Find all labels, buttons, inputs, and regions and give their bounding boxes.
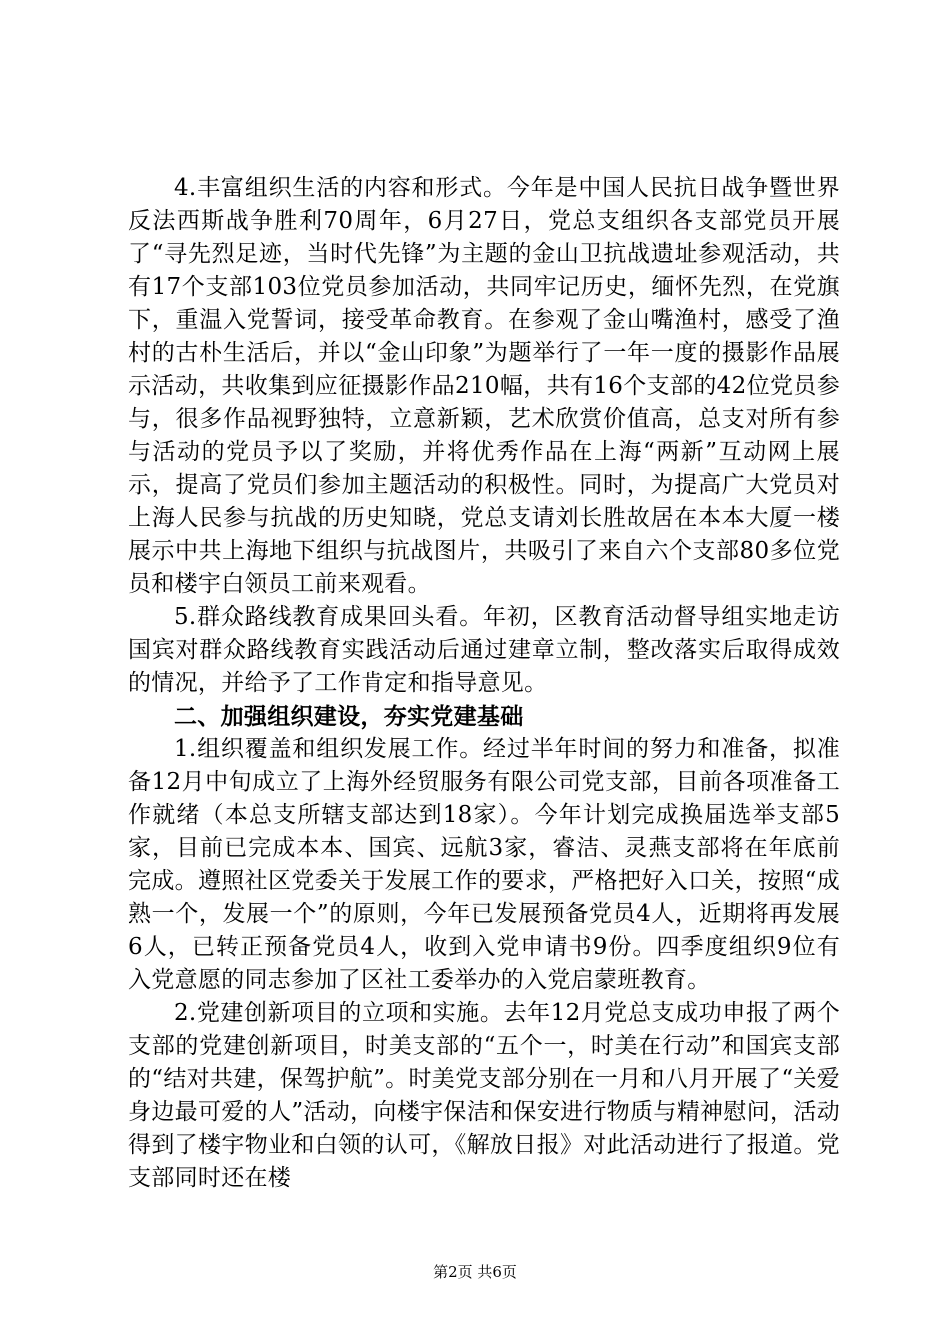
document-body: [128, 172, 840, 1195]
section-heading: 二、加强组织建设，夯实党建基础: [174, 703, 524, 730]
paragraph-mass-line-review: 5.群众路线教育成果回头看。年初，区教育活动督导组实地走访国宾对群众路线教育实践活动后通过建章立制，整改落实后取得成效的情况，并给予了工作肯定和指导意见。: [128, 604, 840, 696]
paragraph-org-coverage: 1.组织覆盖和组织发展工作。经过半年时间的努力和准备，拟准备12月中旬成立了上海外经贸服务有限公司党支部，目前各项准备工作就绪（本总支所辖支部达到18家）。今年计划完成换届选举支部5家，目前已完成本本、国宾、远航3家，睿洁、灵燕支部将在年底前完成。遵照社区党委关于发展工作的要求，严格把好入口关，按照“成熟一个，发展一个”的原则，今年已发展预备党员4人，近期将再发展6人，已转正预备党员4人，收到入党申请书9份。四季度组织9位有入党意愿的同志参加了区社工委举办的入党启蒙班教育。: [128, 736, 840, 993]
page-footer: 第2页 共6页: [433, 1263, 517, 1281]
paragraph-enrich-org-life: 4.丰富组织生活的内容和形式。今年是中国人民抗日战争暨世界反法西斯战争胜利70周年，6月27日，党总支组织各支部党员开展了“寻先烈足迹，当时代先锋”为主题的金山卫抗战遗址参观活动，共有17个支部103位党员参加活动，共同牢记历史，缅怀先烈，在党旗下，重温入党誓词，接受革命教育。在参观了金山嘴渔村，感受了渔村的古朴生活后，并以“金山印象”为题举行了一年一度的摄影作品展示活动，共收集到应征摄影作品210幅，共有16个支部的42位党员参与，很多作品视野独特，立意新颖，艺术欣赏价值高，总支对所有参与活动的党员予以了奖励，并将优秀作品在上海“两新”互动网上展示，提高了党员们参加主题活动的积极性。同时，为提高广大党员对上海人民参与抗战的历史知晓，党总支请刘长胜故居在本本大厦一楼展示中共上海地下组织与抗战图片，共吸引了来自六个支部80多位党员和楼宇白领员工前来观看。: [128, 175, 840, 597]
paragraph-innovation-projects: 2.党建创新项目的立项和实施。去年12月党总支成功申报了两个支部的党建创新项目，时美支部的“五个一，时美在行动”和国宾支部的“结对共建，保驾护航”。时美党支部分别在一月和八月开展了“关爱身边最可爱的人”活动，向楼宇保洁和保安进行物质与精神慰问，活动得到了楼宇物业和白领的认可，《解放日报》对此活动进行了报道。党支部同时还在楼: [128, 1000, 840, 1191]
